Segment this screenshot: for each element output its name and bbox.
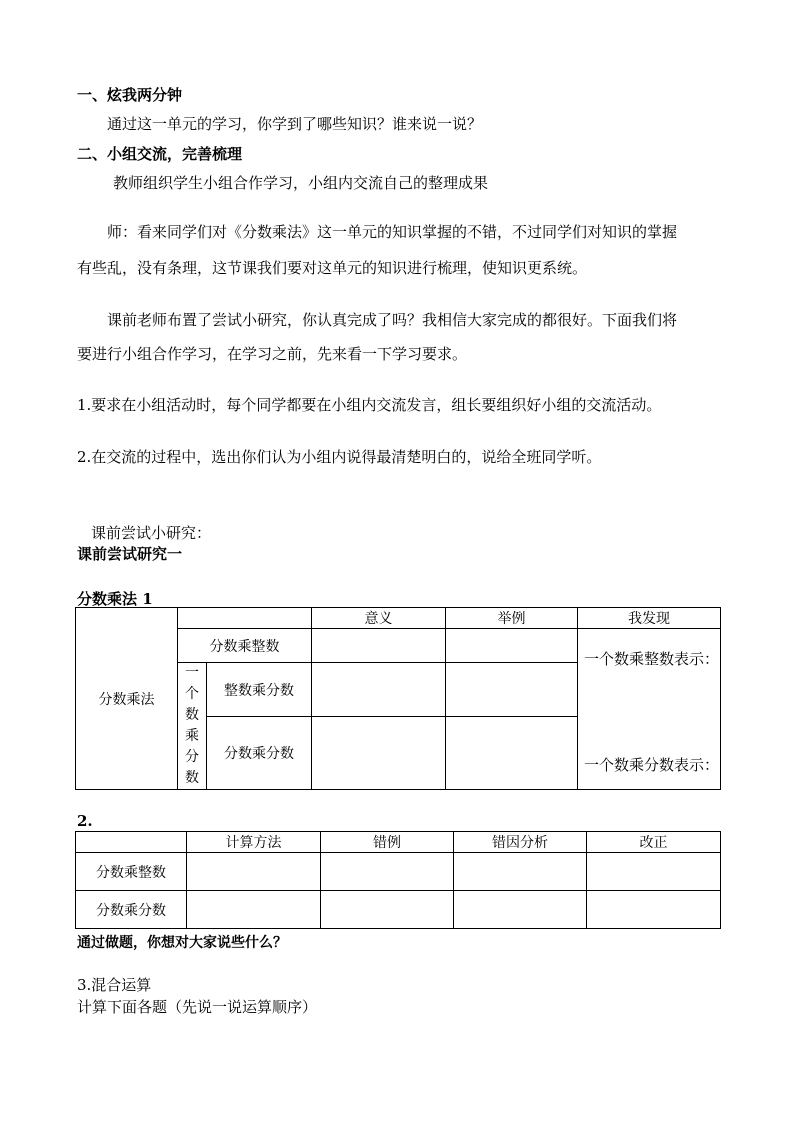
row-label-integer-times-fraction: 整数乘分数 — [207, 663, 312, 717]
error-analysis-table — [75, 831, 721, 929]
table-cell[interactable] — [446, 629, 578, 663]
table-cell[interactable] — [321, 853, 454, 891]
col-header-correction: 改正 — [587, 832, 721, 853]
table-cell[interactable] — [454, 891, 587, 929]
section-2-heading: 二、小组交流，完善梳理 — [77, 145, 243, 163]
row-label-fraction-times-fraction: 分数乘分数 — [76, 891, 187, 929]
multiplication-concept-table — [75, 607, 721, 790]
part-3-instructions: 计算下面各题（先说一说运算顺序） — [77, 998, 318, 1016]
closing-question: 通过做题，你想对大家说些什么？ — [77, 935, 287, 951]
table-cell[interactable] — [312, 629, 446, 663]
table-cell[interactable] — [446, 717, 578, 790]
table-row — [76, 853, 721, 891]
row-label-fraction-times-integer: 分数乘整数 — [76, 853, 187, 891]
row-header-fraction-multiplication: 分数乘法 — [76, 608, 178, 790]
table-row — [76, 891, 721, 929]
research-title: 课前尝试研究一 — [77, 545, 183, 563]
part-2-title: 2. — [77, 812, 93, 830]
teacher-line-1: 师：看来同学们对《分数乘法》这一单元的知识掌握的不错，不过同学们对知识的掌握 — [107, 223, 678, 241]
finding-note-1: 一个数乘整数表示： — [584, 650, 720, 668]
col-header-meaning: 意义 — [312, 608, 446, 629]
teacher-line-2: 有些乱，没有条理，这节课我们要对这单元的知识进行梳理，使知识更系统。 — [77, 259, 588, 277]
pre-study-line-1: 课前老师布置了尝试小研究，你认真完成了吗？我相信大家完成的都很好。下面我们将 — [107, 311, 678, 329]
requirement-1: 1.要求在小组活动时，每个同学都要在小组内交流发言，组长要组织好小组的交流活动。 — [77, 396, 662, 414]
part-3-title: 3.混合运算 — [77, 976, 152, 994]
table-cell[interactable] — [312, 717, 446, 790]
table-corner-cell — [76, 832, 187, 853]
table-cell[interactable] — [187, 891, 321, 929]
table-cell[interactable] — [587, 891, 721, 929]
table-cell[interactable] — [321, 891, 454, 929]
table-cell[interactable] — [454, 853, 587, 891]
part-1-title: 分数乘法 1 — [77, 590, 153, 608]
pre-study-line-2: 要进行小组合作学习，在学习之前，先来看一下学习要求。 — [77, 345, 468, 363]
col-header-error-analysis: 错因分析 — [454, 832, 587, 853]
finding-note-2: 一个数乘分数表示： — [584, 756, 720, 774]
table-cell[interactable] — [187, 853, 321, 891]
group-label-number-times-fraction: 一 个 数 乘 分 数 — [178, 663, 207, 790]
table-cell[interactable] — [312, 663, 446, 717]
col-header-findings: 我发现 — [578, 608, 721, 629]
requirement-2: 2.在交流的过程中，选出你们认为小组内说得最清楚明白的，说给全班同学听。 — [77, 448, 602, 466]
row-label-fraction-times-fraction: 分数乘分数 — [207, 717, 312, 790]
findings-cell[interactable] — [578, 629, 721, 790]
table-cell[interactable] — [587, 853, 721, 891]
row-label-fraction-times-integer: 分数乘整数 — [178, 629, 312, 663]
section-1-text: 通过这一单元的学习，你学到了哪些知识？谁来说一说？ — [107, 115, 483, 133]
col-header-method: 计算方法 — [187, 832, 321, 853]
section-2-text: 教师组织学生小组合作学习，小组内交流自己的整理成果 — [113, 174, 489, 192]
research-label: 课前尝试小研究： — [91, 524, 212, 542]
table-cell[interactable] — [446, 663, 578, 717]
section-1-heading: 一、炫我两分钟 — [77, 86, 183, 104]
table-corner-cell — [178, 608, 312, 629]
col-header-example: 举例 — [446, 608, 578, 629]
col-header-wrong-example: 错例 — [321, 832, 454, 853]
